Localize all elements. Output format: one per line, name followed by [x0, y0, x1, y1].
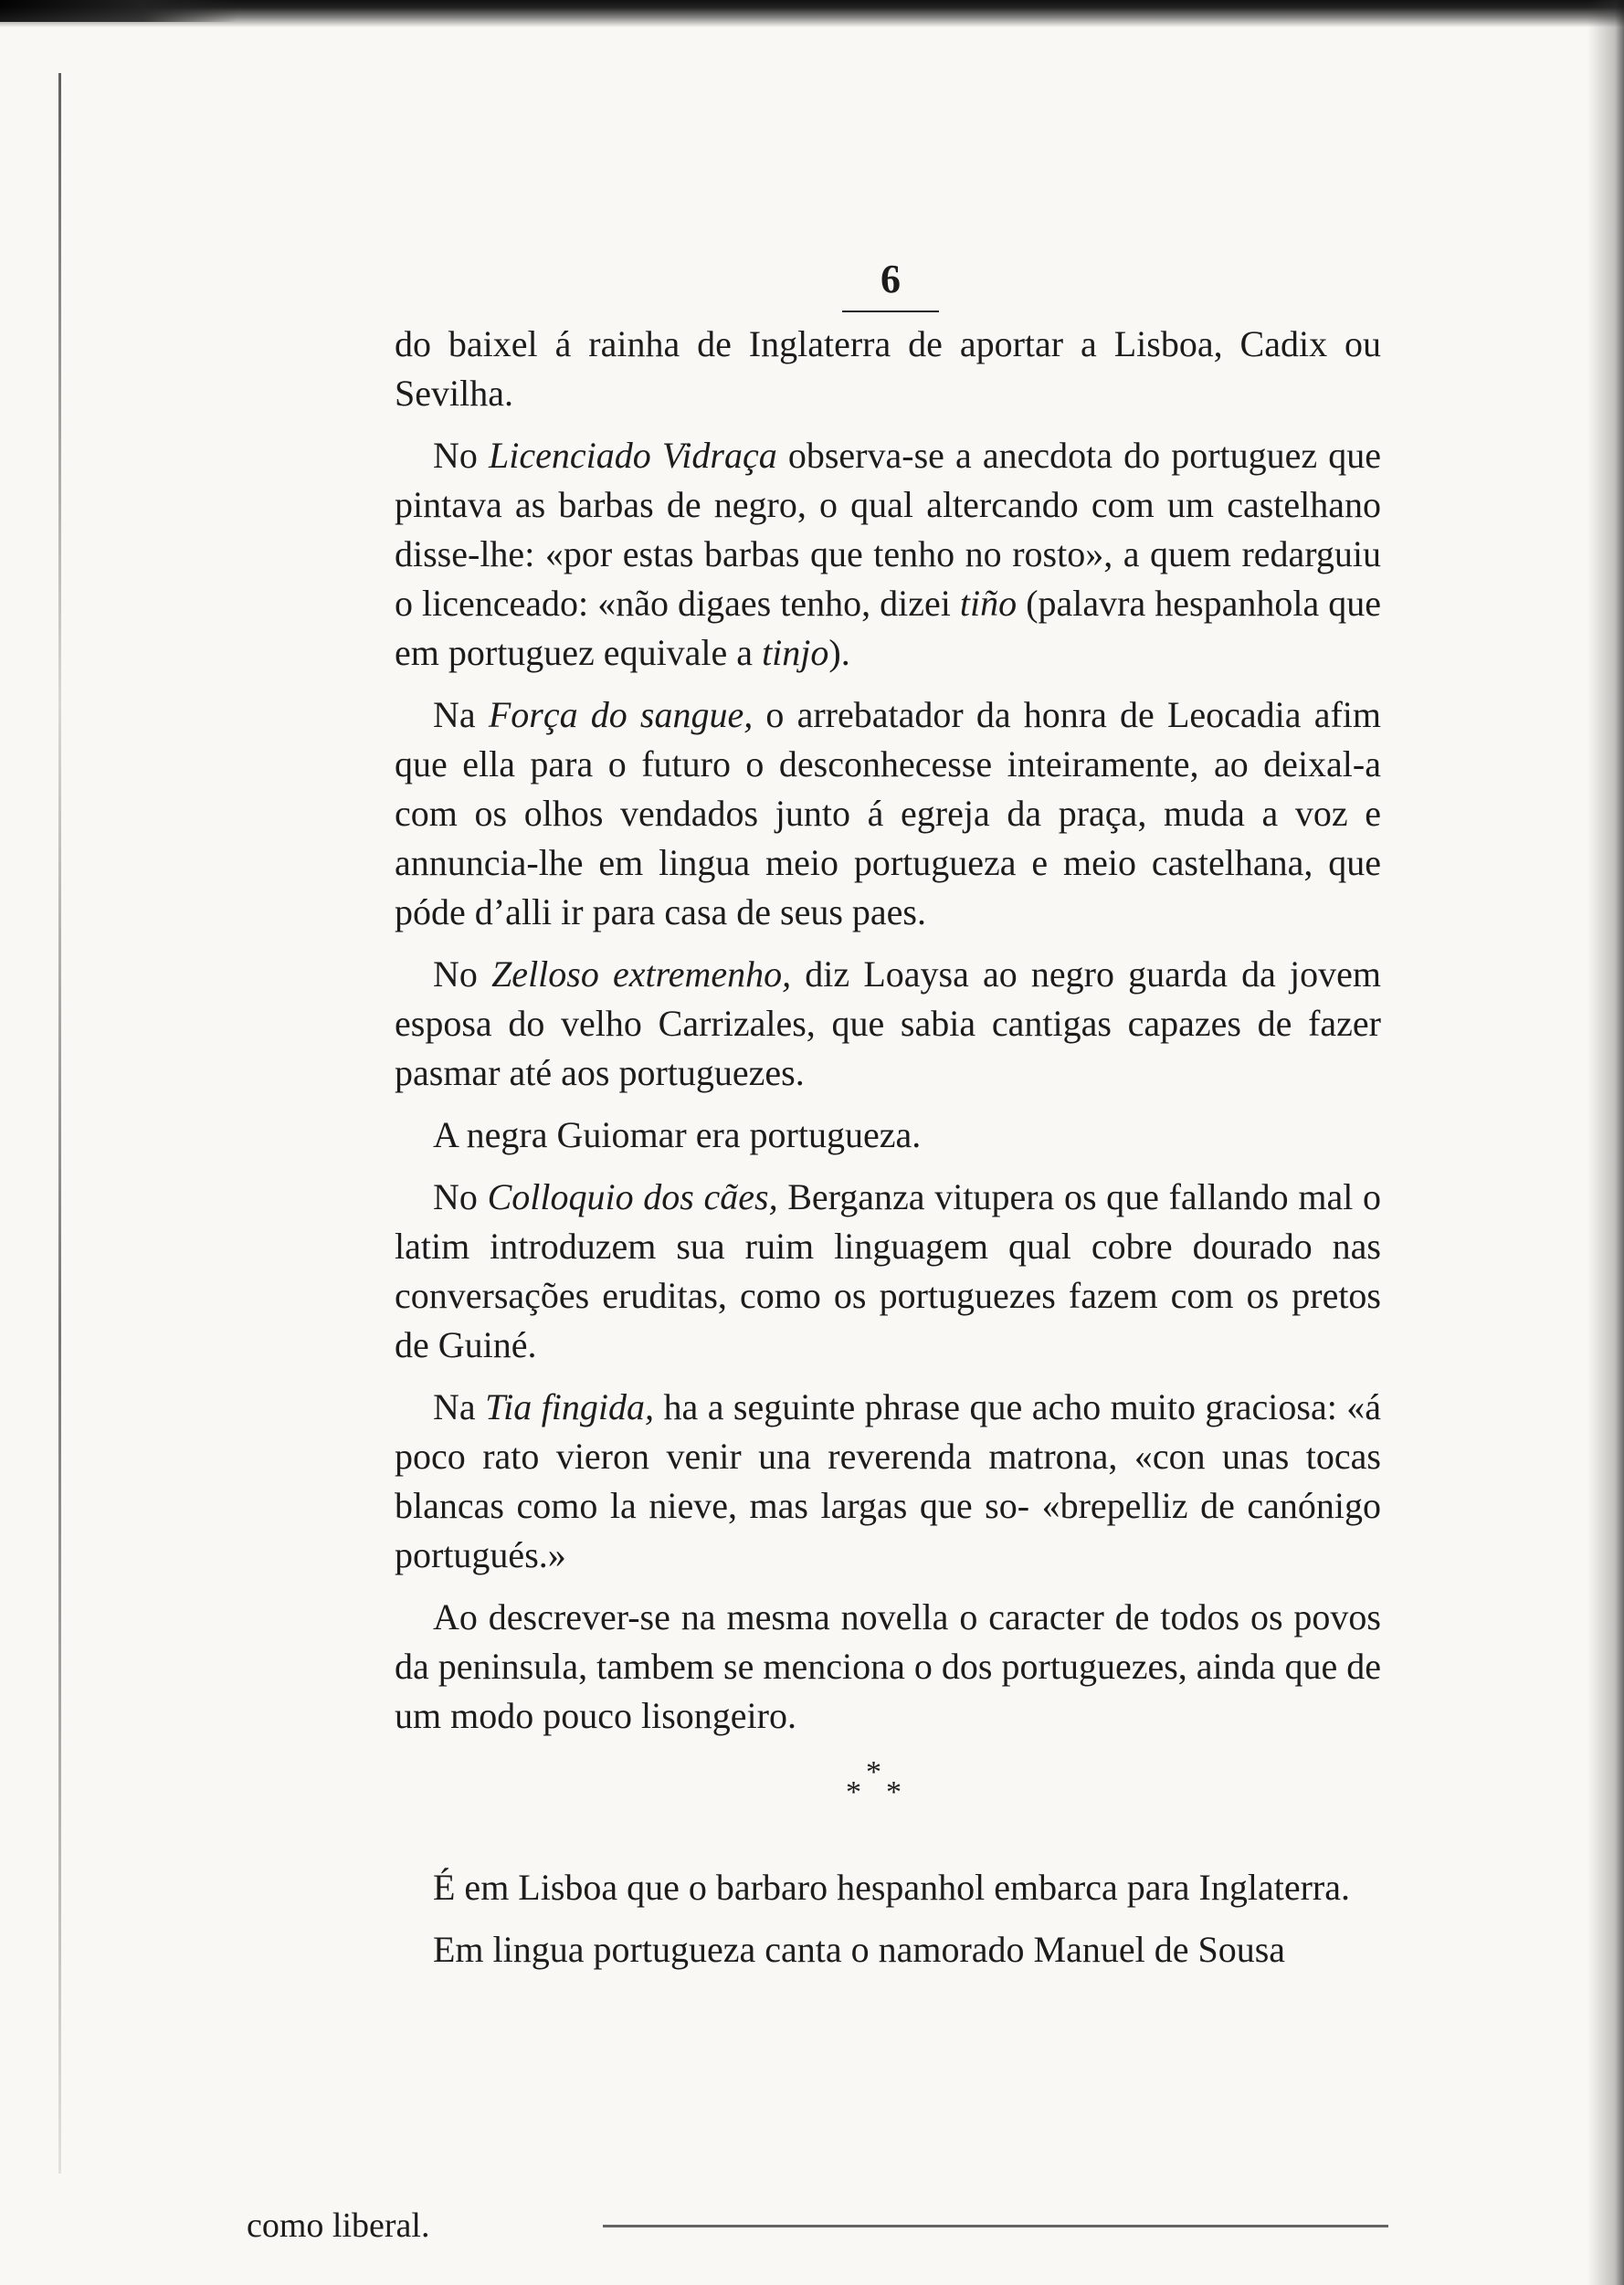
text-run: Na — [433, 1386, 486, 1427]
text-run: No — [433, 435, 489, 476]
scan-left-fold-line — [58, 73, 61, 2174]
paragraph-9: É em Lisboa que o barbaro hespanhol embarca para Inglaterra. — [433, 1867, 1350, 1908]
page-number-rule — [842, 311, 939, 312]
paragraph-2 — [395, 431, 1381, 678]
text-run: (palavra hespanhola que em portuguez equivale a — [395, 583, 1381, 673]
bottom-rule — [603, 2225, 1388, 2227]
scan-top-edge — [0, 0, 1624, 27]
italic-word-tinjo: tinjo — [762, 632, 829, 673]
section-separator-asterism — [822, 1755, 932, 1828]
text-run: No — [433, 953, 492, 995]
asterisk-left: * — [846, 1775, 861, 1809]
italic-word-tino: tiño — [959, 583, 1018, 624]
work-title-licenciado-vidraca: Licenciado Vidraça — [489, 435, 777, 476]
scan-right-edge — [1587, 0, 1624, 2285]
work-title-tia-fingida: Tia fingida, — [485, 1386, 655, 1427]
paragraph-3 — [395, 690, 1381, 937]
main-text-continued — [395, 1863, 1381, 1987]
work-title-zelloso-extremenho: Zelloso extremenho, — [491, 953, 792, 995]
paragraph-6 — [395, 1173, 1381, 1370]
paragraph-10: Em lingua portugueza canta o namorado Manuel de Sousa — [433, 1929, 1286, 1970]
text-run: Ao descrever-se na mesma novella o caracter de todos os povos da peninsula, tambem se menciona o dos portuguezes, ainda que de um modo pouco lisongeiro. — [395, 1596, 1381, 1736]
text-run: ). — [828, 632, 850, 673]
page-number: 6 — [881, 257, 901, 301]
paragraph-4 — [395, 950, 1381, 1098]
text-run: Na — [433, 694, 489, 735]
text-run: ha a seguinte phrase que acho muito graciosa: «á poco rato vieron venir una reverenda matrona, «con unas tocas blancas como la nieve, mas largas que so- «brepelliz de canónigo portugués.» — [395, 1386, 1382, 1575]
text-run: Berganza vitupera os que fallando mal o latim introduzem sua ruim linguagem qual cobre dourado nas conversações eruditas, como os portuguezes fazem com os pretos de Guiné. — [395, 1176, 1381, 1365]
paragraph-7 — [395, 1383, 1381, 1580]
text-run: No — [433, 1176, 488, 1217]
scan-top-left-shadow — [0, 0, 237, 22]
text-run: A negra Guiomar era portugueza. — [433, 1114, 922, 1155]
paragraph-5 — [395, 1111, 1381, 1160]
paragraph-1 — [395, 320, 1381, 418]
asterisk-top: * — [866, 1755, 881, 1789]
text-run: do baixel á rainha de Inglaterra de aportar a Lisboa, Cadix ou Sevilha. — [395, 323, 1381, 414]
work-title-forca-do-sangue: Força do sangue, — [488, 694, 754, 735]
text-run: observa-se a anecdota do portuguez que pintava as barbas de negro, o qual altercando com um castelhano disse-lhe: «por estas barbas que tenho no rosto», a quem redarguiu o licenceado: «não digaes tenho, dizei — [395, 435, 1381, 624]
paragraph-8 — [395, 1593, 1381, 1741]
text-run: o arrebatador da honra de Leocadia afim que ella para o futuro o desconhecesse inteiramente, ao deixal-a com os olhos vendados junto á egreja da praça, muda a voz e annuncia-lhe em lingua meio portugueza e meio castelhana, que póde d’alli ir para casa de seus paes. — [395, 694, 1381, 932]
main-text — [395, 320, 1381, 1753]
text-run: diz Loaysa ao negro guarda da jovem esposa do velho Carrizales, que sabia cantigas capazes de fazer pasmar até aos portuguezes. — [395, 953, 1382, 1093]
footer-note: como liberal. — [247, 2206, 430, 2245]
asterisk-right: * — [886, 1775, 902, 1809]
work-title-colloquio-dos-caes: Colloquio dos cães, — [487, 1176, 778, 1217]
